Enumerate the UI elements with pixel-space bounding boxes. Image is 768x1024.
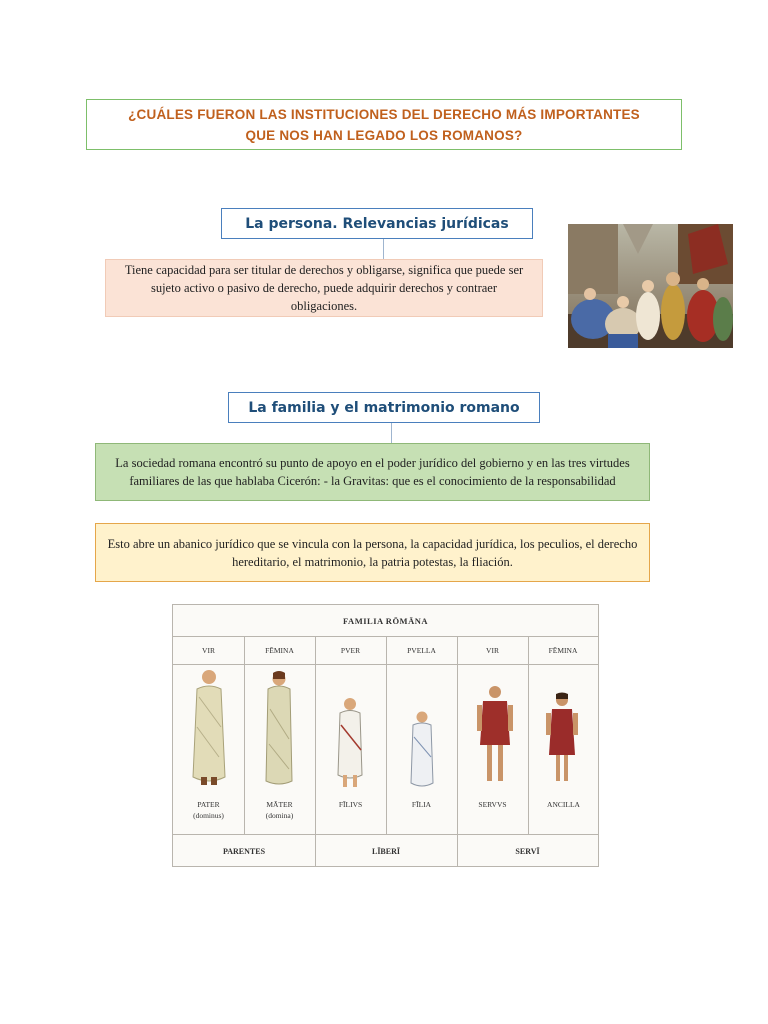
table-header: FĒMINA — [528, 636, 598, 665]
table-header: PVER — [315, 636, 386, 665]
persona-connector — [383, 239, 384, 259]
filius-figure-image — [333, 695, 367, 791]
figure-label: FĪLIA — [411, 800, 432, 809]
column-divider — [457, 636, 458, 867]
main-title-line1: ¿CUÁLES FUERON LAS INSTITUCIONES DEL DERECHO MÁS IMPORTANTES — [128, 106, 640, 122]
filia-figure-image — [407, 709, 437, 791]
persona-text: Tiene capacidad para ser titular de derechos y obligarse, significa que puede ser sujeto activo o pasivo de derecho, puede adquirir derechos y contraer obligaciones. — [124, 263, 524, 313]
familia-heading-text: La familia y el matrimonio romano — [248, 399, 520, 416]
pater-figure-image — [187, 667, 231, 789]
persona-heading — [221, 208, 533, 239]
familia-heading — [228, 392, 540, 423]
figure-label: FĪLIVS — [338, 800, 363, 809]
abanico-text: Esto abre un abanico jurídico que se vincula con la persona, la capacidad jurídica, los peculios, el derecho hereditario, el matrimonio, la patria potestas, la fliación. — [107, 536, 638, 569]
group-servi: SERVĪ — [457, 834, 598, 868]
figure-label: PATER (dominus) — [193, 800, 224, 820]
table-title: FAMILIA RŌMĀNA — [173, 605, 598, 637]
table-header: VIR — [457, 636, 528, 665]
mater-figure-image — [259, 669, 299, 789]
abanico-text-box — [95, 523, 650, 582]
familia-romana-table — [172, 604, 599, 867]
servus-figure-image — [475, 683, 515, 787]
familia-text-box — [95, 443, 650, 501]
main-title — [128, 104, 640, 146]
group-parentes: PARENTES — [173, 834, 315, 868]
familia-connector — [391, 423, 392, 443]
roman-painting-image — [568, 224, 733, 348]
familia-text: La sociedad romana encontró su punto de apoyo en el poder jurídico del gobierno y en las tres virtudes familiares de las que hablaba Cicerón: - la Gravitas: que es el conocimiento de la responsabilidad — [115, 456, 630, 488]
table-header: PVELLA — [386, 636, 457, 665]
table-header: VIR — [173, 636, 244, 665]
ancilla-figure-image — [545, 691, 579, 785]
figure-label: MĀTER (domina) — [265, 800, 294, 820]
figure-label: ANCILLA — [547, 800, 580, 809]
figure-label: SERVVS — [478, 800, 507, 809]
persona-heading-text: La persona. Relevancias jurídicas — [245, 215, 509, 232]
main-title-line2: QUE NOS HAN LEGADO LOS ROMANOS? — [245, 127, 523, 143]
persona-text-box — [105, 259, 543, 317]
main-title-box — [86, 99, 682, 150]
column-divider — [315, 636, 316, 867]
table-header: FĒMINA — [244, 636, 315, 665]
group-liberi: LĪBERĪ — [315, 834, 457, 868]
